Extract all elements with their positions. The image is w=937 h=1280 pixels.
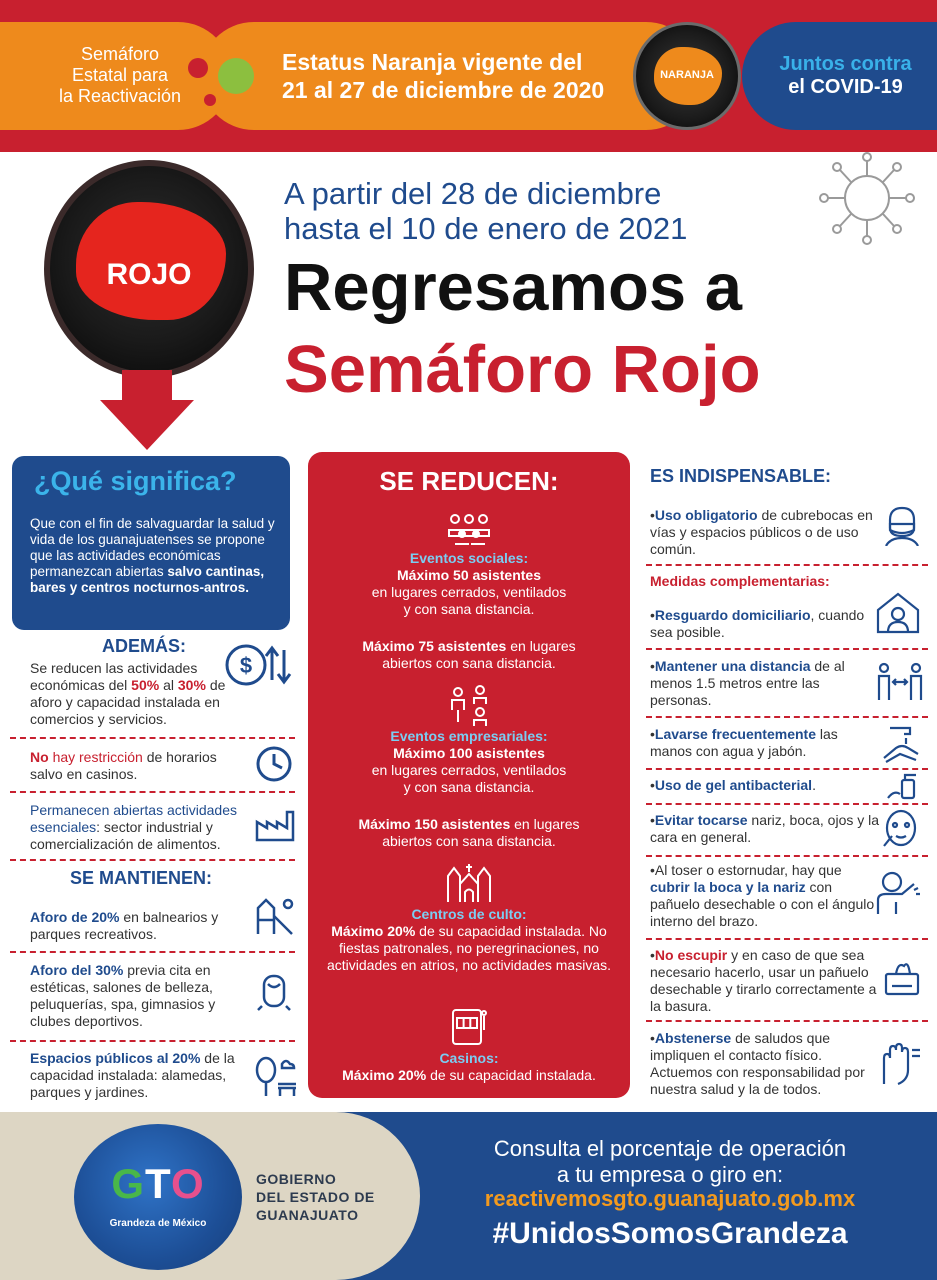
gto-letter-t: T	[145, 1160, 171, 1207]
consulta-text	[420, 1136, 920, 1188]
eventos-sociales-abiertos	[308, 638, 630, 672]
i1-bold: Uso obligatorio	[654, 507, 758, 523]
eventos-empresariales	[308, 728, 630, 796]
face-mask-icon	[882, 504, 922, 546]
gobierno-line-2: DEL ESTADO DE	[256, 1189, 375, 1205]
divider	[646, 855, 928, 857]
que-significa-title: ¿Qué significa?	[34, 466, 237, 496]
i8-bold: No escupir	[654, 947, 728, 963]
virus-outline-icon	[808, 150, 926, 246]
virus-icon	[188, 58, 208, 78]
indispensable-item-4: •Lavarse frecuentemente las manos con agua y jabón.	[650, 726, 838, 759]
eventos-sociales-rest: en lugares cerrados, ventilados y con sana distancia.	[371, 584, 567, 617]
status-line-2: 21 al 27 de diciembre de 2020	[282, 77, 605, 103]
virus-icon	[218, 58, 254, 94]
m2-rest: previa cita en estéticas, salones de belleza, peluquerías, spa, gimnasios y clubes deportivos.	[30, 962, 216, 1029]
covid-pill	[742, 22, 937, 130]
que-significa-text	[30, 516, 280, 596]
rojo-light	[44, 160, 254, 378]
no-handshake-icon	[876, 1040, 922, 1086]
gobierno-text	[256, 1170, 375, 1224]
semaforo-line-3: la Reactivación	[58, 86, 182, 106]
i5-rest: .	[812, 777, 816, 793]
stay-home-icon	[874, 590, 922, 634]
ademas-heading: ADEMÁS:	[102, 636, 186, 656]
divider	[10, 859, 295, 861]
es-indispensable-heading: ES INDISPENSABLE:	[650, 466, 832, 486]
centros-de-culto-max: Máximo 20%	[331, 923, 416, 939]
i3-bold: Mantener una distancia	[654, 658, 811, 674]
consulta-line-2: a tu empresa o giro en:	[556, 1162, 784, 1187]
ademas-text	[30, 660, 226, 728]
covid-line-2: el COVID-19	[788, 76, 903, 98]
indispensable-item-2: •Resguardo domiciliario, cuando sea posible.	[650, 607, 865, 640]
se-reducen-title: SE REDUCEN:	[379, 466, 559, 496]
eventos-sociales-max: Máximo 50 asistentes	[397, 567, 541, 583]
nails-hand-icon	[254, 972, 294, 1014]
gto-letter-g: G	[111, 1160, 146, 1207]
consulta-line-1: Consulta el porcentaje de operación	[493, 1136, 847, 1161]
restriccion-no: No	[30, 749, 49, 765]
casinos-rest: de su capacidad instalada.	[430, 1067, 596, 1083]
divider	[646, 648, 928, 650]
i1-rest: de cubrebocas en vías y espacios públicos o de uso común.	[650, 507, 873, 557]
esenciales-rest: : sector industrial y comercialización de alimentos.	[30, 819, 221, 852]
semaforo-line-1: Semáforo	[80, 44, 160, 64]
i4-bold: Lavarse frecuentemente	[654, 726, 816, 742]
church-icon	[444, 860, 494, 904]
i8-rest: y en caso de que sea necesario hacerlo, usar un pañuelo desechable y tirarlo correctamente a la basura.	[650, 947, 877, 1014]
restriccion-rest: de horarios salvo en casinos.	[30, 749, 217, 782]
m3-bold: Espacios públicos al 20%	[30, 1050, 201, 1066]
semaforo-line-2: Estatal para	[71, 65, 169, 85]
rojo-label: ROJO	[106, 258, 192, 291]
virus-icon	[204, 94, 216, 106]
divider	[10, 737, 295, 739]
playground-icon	[252, 896, 296, 936]
money-arrows-icon	[224, 640, 294, 690]
business-people-icon	[448, 684, 490, 728]
i7-bold: cubrir la boca y la nariz	[650, 879, 806, 895]
centros-de-culto-label: Centros de culto:	[411, 906, 527, 922]
gto-logo	[74, 1124, 242, 1270]
ademas-a: Se reducen las actividades económicas del	[30, 660, 198, 693]
eventos-empresariales-rest: en lugares cerrados, ventilados y con sana distancia.	[371, 762, 567, 795]
mantienen-heading: SE MANTIENEN:	[70, 868, 213, 888]
eventos-empresariales-rest2: en lugares abiertos con sana distancia.	[382, 816, 580, 849]
ademas-pct-30: 30%	[177, 677, 206, 693]
m2-bold: Aforo del 30%	[30, 962, 124, 978]
centros-de-culto-rest: de su capacidad instalada. No fiestas patronales, no peregrinaciones, no actividades en atrios, no actividades masivas.	[326, 923, 612, 973]
reactivemos-link[interactable]: reactivemosgto.guanajuato.gob.mx	[484, 1186, 856, 1211]
i6-rest: nariz, boca, ojos y la cara en general.	[650, 812, 880, 845]
i5-bold: Uso de gel antibacterial	[654, 777, 813, 793]
divider	[10, 951, 295, 953]
hand-washing-icon	[880, 724, 922, 764]
indispensable-item-5: •Uso de gel antibacterial.	[650, 777, 816, 793]
social-distance-icon	[876, 662, 924, 702]
eventos-empresariales-max: Máximo 100 asistentes	[393, 745, 545, 761]
eventos-sociales	[308, 550, 630, 618]
gobierno-line-1: GOBIERNO	[256, 1171, 337, 1187]
casinos	[308, 1050, 630, 1084]
hero-subtitle-line-2: hasta el 10 de enero de 2021	[284, 211, 688, 246]
divider	[10, 791, 295, 793]
mantienen-item-1	[30, 909, 240, 943]
que-bold: salvo cantinas, bares y centros nocturnos-antros.	[30, 564, 265, 595]
hero-subtitle	[284, 176, 687, 246]
factory-icon	[254, 808, 296, 842]
eventos-empresariales-label: Eventos empresariales:	[390, 728, 548, 744]
gto-wordmark	[74, 1160, 242, 1208]
hashtag: #UnidosSomosGrandeza	[492, 1217, 848, 1250]
divider	[646, 564, 928, 566]
indispensable-item-3: •Mantener una distancia de al menos 1.5 metros entre las personas.	[650, 658, 845, 708]
clock-icon	[254, 744, 294, 784]
i9-bold: Abstenerse	[654, 1030, 732, 1046]
gto-letter-o: O	[170, 1160, 205, 1207]
que-text: Que con el fin de salvaguardar la salud y vida de los guanajuatenses se propone que las actividades económicas permanezcan abiertas	[30, 516, 275, 579]
casinos-max: Máximo 20%	[342, 1067, 427, 1083]
tissue-box-icon	[882, 958, 922, 996]
casinos-label: Casinos:	[439, 1050, 499, 1066]
ademas-b: de aforo y capacidad instalada en comercios y servicios.	[30, 677, 226, 727]
gobierno-line-3: GUANAJUATO	[256, 1207, 359, 1223]
divider	[646, 716, 928, 718]
indispensable-item-7: •Al toser o estornudar, hay que cubrir la boca y la nariz con pañuelo desechable o con el ángulo interno del brazo.	[650, 862, 875, 929]
eventos-empresariales-max2: Máximo 150 asistentes	[358, 816, 511, 832]
esenciales-blue: Permanecen abiertas actividades esenciales	[30, 802, 238, 835]
medidas-heading: Medidas complementarias:	[650, 573, 830, 589]
que-significa-box	[12, 456, 290, 630]
divider	[10, 1040, 295, 1042]
mantienen-item-3	[30, 1050, 252, 1101]
hero-subtitle-line-1: A partir del 28 de diciembre	[284, 176, 662, 211]
i2-rest: , cuando sea posible.	[650, 607, 865, 640]
eventos-sociales-rest2: en lugares abiertos con sana distancia.	[382, 638, 576, 671]
ademas-al: al	[163, 677, 174, 693]
eventos-sociales-max2: Máximo 75 asistentes	[362, 638, 507, 654]
m1-bold: Aforo de 20%	[30, 909, 120, 925]
divider	[646, 938, 928, 940]
ademas-pct-50: 50%	[131, 677, 160, 693]
i7-pre: Al toser o estornudar, hay que	[654, 862, 842, 878]
gel-bottle-icon	[886, 770, 920, 802]
mantienen-item-2	[30, 962, 240, 1030]
naranja-label: NARANJA	[660, 69, 714, 81]
i4-rest: las manos con agua y jabón.	[650, 726, 838, 759]
centros-de-culto	[308, 906, 630, 974]
gto-tagline: Grandeza de México	[109, 1218, 207, 1229]
restriccion-word: hay restricción	[52, 749, 143, 765]
eventos-sociales-label: Eventos sociales:	[409, 550, 529, 566]
hero-title-line-2: Semáforo Rojo	[284, 332, 761, 407]
hero-title-line-1: Regresamos a	[284, 250, 743, 325]
i9-rest: de saludos que impliquen el contacto físico. Actuemos con responsabilidad por nuestra salud y la de todos.	[650, 1030, 865, 1097]
i3-rest: de al menos 1.5 metros entre las personas.	[650, 658, 845, 708]
indispensable-item-6: •Evitar tocarse nariz, boca, ojos y la cara en general.	[650, 812, 880, 845]
i6-bold: Evitar tocarse	[654, 812, 748, 828]
svg-text:$: $	[239, 653, 253, 678]
indispensable-item-8: •No escupir y en caso de que sea necesario hacerlo, usar un pañuelo desechable y tirarlo correctamente a la basura.	[650, 947, 877, 1014]
esenciales-text	[30, 802, 250, 853]
se-reducen-box	[308, 452, 630, 1098]
divider	[646, 803, 928, 805]
divider	[646, 1020, 928, 1022]
restriccion-text	[30, 749, 240, 783]
cough-icon	[874, 870, 922, 916]
people-group-icon	[445, 512, 493, 546]
i7-rest: con pañuelo desechable o con el ángulo interno del brazo.	[650, 879, 875, 929]
face-touch-icon	[882, 808, 920, 848]
naranja-light	[633, 22, 741, 130]
status-text	[282, 48, 604, 104]
indispensable-item-1: •Uso obligatorio de cubrebocas en vías y espacios públicos o de uso común.	[650, 507, 873, 557]
park-icon	[254, 1054, 298, 1098]
m1-rest: en balnearios y parques recreativos.	[30, 909, 219, 942]
status-line-1: Estatus Naranja vigente del	[282, 49, 583, 75]
slot-machine-icon	[450, 1004, 488, 1046]
m3-rest: de la capacidad instalada: alamedas, parques y jardines.	[30, 1050, 235, 1100]
arrow-head-icon	[100, 400, 194, 450]
indispensable-item-9: •Abstenerse de saludos que impliquen el contacto físico. Actuemos con responsabilidad por nuestra salud y la de todos.	[650, 1030, 865, 1097]
covid-line-1: Juntos contra	[779, 53, 912, 75]
i2-bold: Resguardo domiciliario	[654, 607, 811, 623]
eventos-empresariales-abiertos	[308, 816, 630, 850]
